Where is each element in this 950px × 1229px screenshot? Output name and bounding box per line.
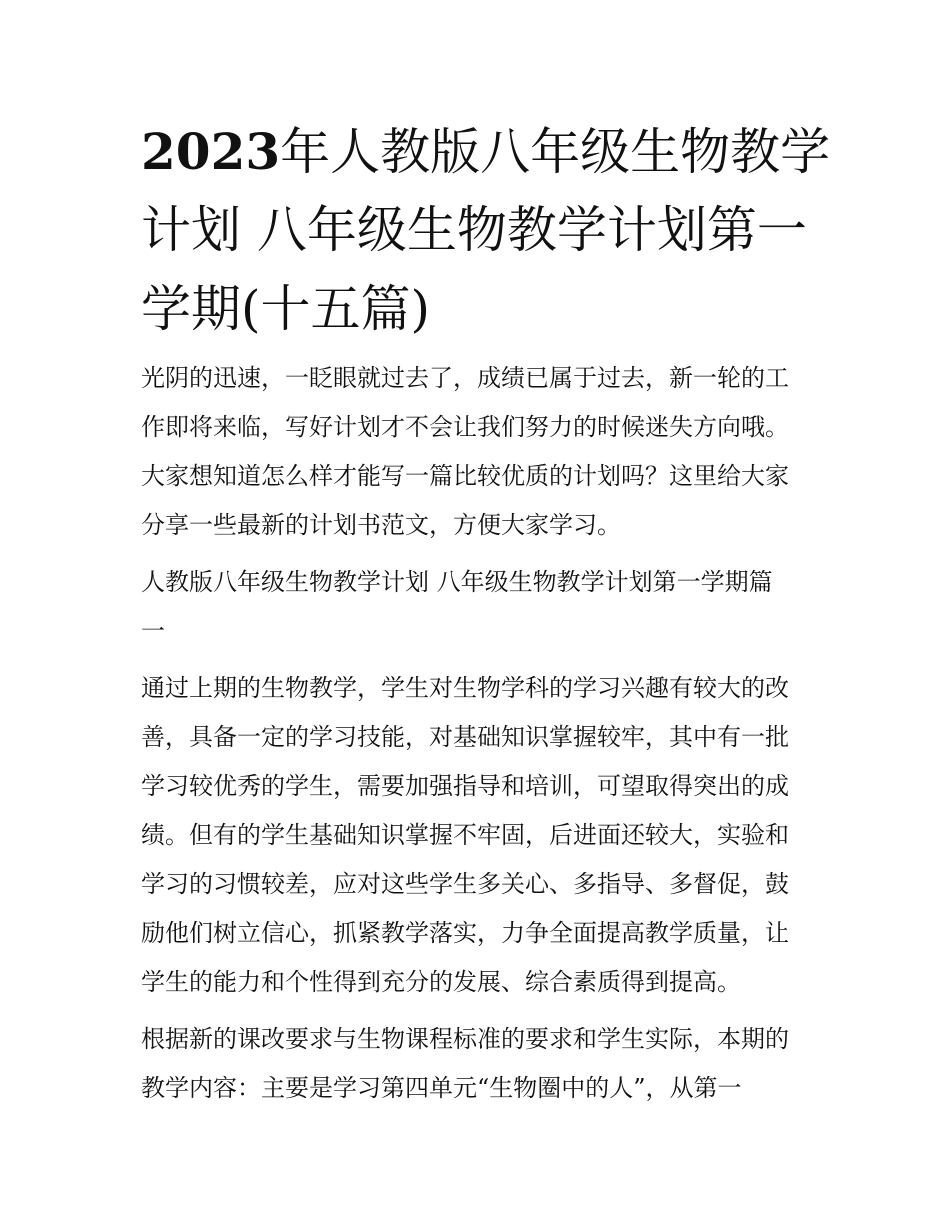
section-heading — [141, 558, 821, 656]
title-line-2: 计划 八年级生物教学计划第一 — [141, 201, 807, 259]
paragraph-line: 学习的习惯较差，应对这些学生多关心、多指导、多督促，鼓 — [141, 870, 789, 898]
document-body — [141, 354, 821, 1121]
intro-line: 分享一些最新的计划书范文，方便大家学习。 — [141, 511, 621, 539]
paragraph-line: 励他们树立信心，抓紧教学落实，力争全面提高教学质量，让 — [141, 919, 789, 947]
paragraph-line: 教学内容：主要是学习第四单元“生物圈中的人”，从第一 — [141, 1074, 742, 1102]
paragraph-line: 通过上期的生物教学，学生对生物学科的学习兴趣有较大的改 — [141, 674, 789, 702]
paragraph-line: 根据新的课改要求与生物课程标准的要求和学生实际，本期的 — [141, 1025, 789, 1053]
paragraph-line: 学习较优秀的学生，需要加强指导和培训，可望取得突出的成 — [141, 772, 789, 800]
intro-line: 作即将来临，写好计划才不会让我们努力的时候迷失方向哦。 — [141, 413, 789, 441]
intro-line: 大家想知道怎么样才能写一篇比较优质的计划吗？这里给大家 — [141, 462, 789, 490]
intro-line: 光阴的迅速，一眨眼就过去了，成绩已属于过去，新一轮的工 — [141, 364, 789, 392]
title-year: 2023 — [141, 122, 281, 181]
section-heading-line: 一 — [141, 617, 165, 645]
title-line-3: 学期(十五篇) — [141, 280, 431, 338]
title-line-1-text: 年人教版八年级生物教学 — [280, 123, 831, 181]
body-paragraph-2 — [141, 1015, 821, 1113]
paragraph-line: 善，具备一定的学习技能，对基础知识掌握较牢，其中有一批 — [141, 723, 789, 751]
intro-paragraph — [141, 354, 821, 550]
section-heading-line: 人教版八年级生物教学计划 八年级生物教学计划第一学期篇 — [141, 568, 773, 596]
body-paragraph-1 — [141, 664, 821, 1007]
paragraph-line: 绩。但有的学生基础知识掌握不牢固，后进面还较大，实验和 — [141, 821, 789, 849]
title-line-1 — [141, 112, 831, 191]
document-title — [141, 112, 831, 349]
paragraph-line: 学生的能力和个性得到充分的发展、综合素质得到提高。 — [141, 968, 741, 996]
